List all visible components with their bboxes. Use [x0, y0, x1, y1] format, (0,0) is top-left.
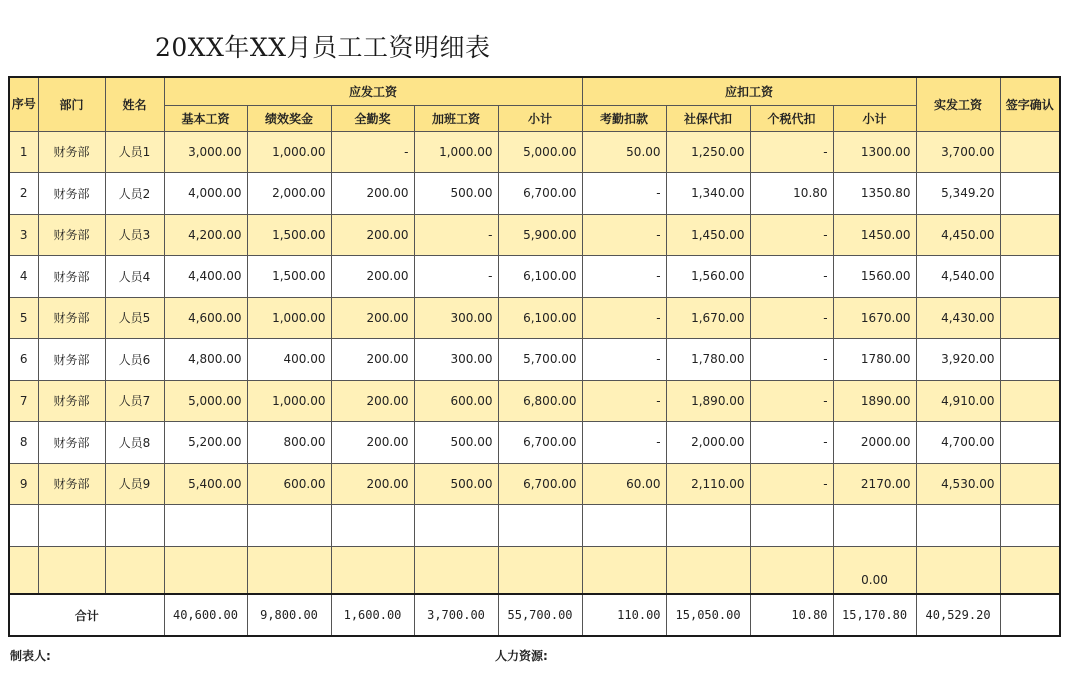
cell-pay-subtotal: 6,700.00 — [498, 173, 582, 215]
cell-overtime: 300.00 — [414, 297, 498, 339]
cell-base: 5,000.00 — [164, 380, 247, 422]
cell-seq: 6 — [9, 339, 38, 381]
cell-attend — [331, 505, 414, 547]
totals-row — [9, 594, 1060, 636]
cell-overtime: 500.00 — [414, 463, 498, 505]
total-overtime: 3,700.00 — [414, 594, 498, 636]
cell-base: 4,200.00 — [164, 214, 247, 256]
cell-net: 4,530.00 — [916, 463, 1000, 505]
cell-sign[interactable] — [1000, 546, 1060, 594]
cell-net: 5,349.20 — [916, 173, 1000, 215]
cell-bonus: 1,500.00 — [247, 256, 331, 298]
cell-sign[interactable] — [1000, 256, 1060, 298]
table-row — [9, 214, 1060, 256]
cell-dept: 财务部 — [38, 380, 105, 422]
header-seq: 序号 — [9, 77, 38, 131]
cell-name — [105, 505, 164, 547]
cell-pay-subtotal: 5,700.00 — [498, 339, 582, 381]
cell-attend: 200.00 — [331, 214, 414, 256]
cell-net: 4,450.00 — [916, 214, 1000, 256]
preparer-label: 制表人: — [10, 649, 51, 663]
cell-dept: 财务部 — [38, 422, 105, 464]
cell-bonus: 1,000.00 — [247, 297, 331, 339]
cell-pay-subtotal: 5,000.00 — [498, 131, 582, 173]
cell-seq: 4 — [9, 256, 38, 298]
cell-deduct-subtotal: 0.00 — [833, 546, 916, 594]
cell-sign[interactable] — [1000, 463, 1060, 505]
total-sign — [1000, 594, 1060, 636]
total-base: 40,600.00 — [164, 594, 247, 636]
cell-social — [666, 546, 750, 594]
hr-label: 人力资源: — [495, 649, 548, 663]
cell-tax: - — [750, 463, 833, 505]
cell-sign[interactable] — [1000, 173, 1060, 215]
cell-net: 4,540.00 — [916, 256, 1000, 298]
cell-attend: 200.00 — [331, 173, 414, 215]
cell-name: 人员9 — [105, 463, 164, 505]
cell-attend-deduct: - — [582, 380, 666, 422]
cell-base: 3,000.00 — [164, 131, 247, 173]
total-attend: 1,600.00 — [331, 594, 414, 636]
cell-overtime: - — [414, 214, 498, 256]
cell-deduct-subtotal: 2170.00 — [833, 463, 916, 505]
cell-deduct-subtotal: 2000.00 — [833, 422, 916, 464]
cell-sign[interactable] — [1000, 422, 1060, 464]
cell-net: 3,920.00 — [916, 339, 1000, 381]
table-row — [9, 422, 1060, 464]
cell-name: 人员1 — [105, 131, 164, 173]
cell-dept: 财务部 — [38, 131, 105, 173]
cell-social: 1,780.00 — [666, 339, 750, 381]
cell-base: 4,800.00 — [164, 339, 247, 381]
cell-attend: 200.00 — [331, 422, 414, 464]
cell-net — [916, 546, 1000, 594]
cell-bonus: 400.00 — [247, 339, 331, 381]
cell-attend: 200.00 — [331, 297, 414, 339]
cell-deduct-subtotal: 1350.80 — [833, 173, 916, 215]
cell-deduct-subtotal — [833, 505, 916, 547]
cell-seq: 9 — [9, 463, 38, 505]
header-social: 社保代扣 — [666, 105, 750, 131]
cell-attend-deduct: - — [582, 297, 666, 339]
cell-name: 人员2 — [105, 173, 164, 215]
cell-deduct-subtotal: 1890.00 — [833, 380, 916, 422]
cell-tax: - — [750, 380, 833, 422]
table-header — [9, 77, 1060, 131]
salary-table — [8, 76, 1061, 637]
cell-name — [105, 546, 164, 594]
cell-attend-deduct: - — [582, 422, 666, 464]
cell-bonus: 1,500.00 — [247, 214, 331, 256]
header-sign: 签字确认 — [1000, 77, 1060, 131]
cell-overtime: - — [414, 256, 498, 298]
cell-sign[interactable] — [1000, 297, 1060, 339]
cell-sign[interactable] — [1000, 505, 1060, 547]
cell-deduct-subtotal: 1780.00 — [833, 339, 916, 381]
cell-seq: 2 — [9, 173, 38, 215]
cell-seq: 3 — [9, 214, 38, 256]
cell-attend-deduct: 60.00 — [582, 463, 666, 505]
cell-dept: 财务部 — [38, 339, 105, 381]
cell-bonus: 600.00 — [247, 463, 331, 505]
cell-name: 人员7 — [105, 380, 164, 422]
header-pay-subtotal: 小计 — [498, 105, 582, 131]
cell-net — [916, 505, 1000, 547]
cell-attend: 200.00 — [331, 339, 414, 381]
header-dept: 部门 — [38, 77, 105, 131]
cell-overtime: 500.00 — [414, 422, 498, 464]
table-row — [9, 297, 1060, 339]
cell-pay-subtotal: 6,700.00 — [498, 422, 582, 464]
cell-social: 1,670.00 — [666, 297, 750, 339]
cell-attend-deduct — [582, 546, 666, 594]
table-row — [9, 546, 1060, 594]
cell-bonus: 2,000.00 — [247, 173, 331, 215]
table-row — [9, 380, 1060, 422]
cell-base: 5,200.00 — [164, 422, 247, 464]
cell-name: 人员4 — [105, 256, 164, 298]
cell-social: 2,000.00 — [666, 422, 750, 464]
cell-tax: - — [750, 131, 833, 173]
cell-dept — [38, 505, 105, 547]
cell-pay-subtotal — [498, 546, 582, 594]
cell-pay-subtotal — [498, 505, 582, 547]
header-name: 姓名 — [105, 77, 164, 131]
cell-pay-subtotal: 6,100.00 — [498, 297, 582, 339]
cell-seq: 1 — [9, 131, 38, 173]
total-deduct-subtotal: 15,170.80 — [833, 594, 916, 636]
cell-seq: 7 — [9, 380, 38, 422]
cell-dept: 财务部 — [38, 256, 105, 298]
cell-name: 人员5 — [105, 297, 164, 339]
cell-overtime — [414, 505, 498, 547]
table-row — [9, 339, 1060, 381]
cell-base: 5,400.00 — [164, 463, 247, 505]
cell-seq — [9, 546, 38, 594]
cell-social — [666, 505, 750, 547]
cell-social: 1,250.00 — [666, 131, 750, 173]
cell-social: 1,560.00 — [666, 256, 750, 298]
cell-social: 2,110.00 — [666, 463, 750, 505]
cell-base — [164, 505, 247, 547]
cell-pay-subtotal: 6,800.00 — [498, 380, 582, 422]
cell-overtime — [414, 546, 498, 594]
cell-sign[interactable] — [1000, 380, 1060, 422]
cell-seq: 5 — [9, 297, 38, 339]
table-body — [9, 131, 1060, 594]
cell-tax: - — [750, 339, 833, 381]
cell-sign[interactable] — [1000, 214, 1060, 256]
cell-deduct-subtotal: 1560.00 — [833, 256, 916, 298]
cell-tax: - — [750, 214, 833, 256]
total-attend-deduct: 110.00 — [582, 594, 666, 636]
cell-dept: 财务部 — [38, 214, 105, 256]
header-overtime: 加班工资 — [414, 105, 498, 131]
cell-bonus: 1,000.00 — [247, 380, 331, 422]
cell-sign[interactable] — [1000, 131, 1060, 173]
cell-deduct-subtotal: 1450.00 — [833, 214, 916, 256]
cell-name: 人员6 — [105, 339, 164, 381]
cell-bonus — [247, 505, 331, 547]
cell-net: 4,700.00 — [916, 422, 1000, 464]
header-net: 实发工资 — [916, 77, 1000, 131]
table-row — [9, 463, 1060, 505]
cell-pay-subtotal: 5,900.00 — [498, 214, 582, 256]
cell-tax — [750, 546, 833, 594]
total-bonus: 9,800.00 — [247, 594, 331, 636]
cell-attend: 200.00 — [331, 380, 414, 422]
cell-overtime: 500.00 — [414, 173, 498, 215]
cell-tax: 10.80 — [750, 173, 833, 215]
cell-overtime: 300.00 — [414, 339, 498, 381]
cell-tax: - — [750, 256, 833, 298]
cell-base: 4,600.00 — [164, 297, 247, 339]
table-row — [9, 131, 1060, 173]
cell-name: 人员8 — [105, 422, 164, 464]
cell-dept: 财务部 — [38, 297, 105, 339]
cell-dept: 财务部 — [38, 173, 105, 215]
total-social: 15,050.00 — [666, 594, 750, 636]
cell-seq — [9, 505, 38, 547]
total-net: 40,529.20 — [916, 594, 1000, 636]
totals-label: 合计 — [9, 594, 164, 636]
cell-social: 1,450.00 — [666, 214, 750, 256]
cell-dept — [38, 546, 105, 594]
cell-social: 1,890.00 — [666, 380, 750, 422]
header-deduct-subtotal: 小计 — [833, 105, 916, 131]
header-attend: 全勤奖 — [331, 105, 414, 131]
cell-deduct-subtotal: 1670.00 — [833, 297, 916, 339]
cell-tax — [750, 505, 833, 547]
cell-deduct-subtotal: 1300.00 — [833, 131, 916, 173]
cell-sign[interactable] — [1000, 339, 1060, 381]
cell-attend-deduct: 50.00 — [582, 131, 666, 173]
total-tax: 10.80 — [750, 594, 833, 636]
cell-bonus — [247, 546, 331, 594]
cell-bonus: 1,000.00 — [247, 131, 331, 173]
cell-base: 4,000.00 — [164, 173, 247, 215]
cell-base — [164, 546, 247, 594]
cell-overtime: 1,000.00 — [414, 131, 498, 173]
header-payable-group: 应发工资 — [164, 77, 582, 105]
cell-attend: 200.00 — [331, 463, 414, 505]
cell-bonus: 800.00 — [247, 422, 331, 464]
page-title: 20XX年XX月员工工资明细表 — [155, 33, 491, 62]
table-row — [9, 173, 1060, 215]
cell-pay-subtotal: 6,700.00 — [498, 463, 582, 505]
header-base: 基本工资 — [164, 105, 247, 131]
cell-seq: 8 — [9, 422, 38, 464]
total-pay-subtotal: 55,700.00 — [498, 594, 582, 636]
cell-attend-deduct: - — [582, 256, 666, 298]
cell-net: 3,700.00 — [916, 131, 1000, 173]
cell-name: 人员3 — [105, 214, 164, 256]
header-deduct-group: 应扣工资 — [582, 77, 916, 105]
cell-attend-deduct — [582, 505, 666, 547]
table-row — [9, 505, 1060, 547]
cell-dept: 财务部 — [38, 463, 105, 505]
cell-net: 4,430.00 — [916, 297, 1000, 339]
header-tax: 个税代扣 — [750, 105, 833, 131]
cell-tax: - — [750, 422, 833, 464]
cell-overtime: 600.00 — [414, 380, 498, 422]
cell-tax: - — [750, 297, 833, 339]
cell-pay-subtotal: 6,100.00 — [498, 256, 582, 298]
cell-attend-deduct: - — [582, 173, 666, 215]
table-row — [9, 256, 1060, 298]
cell-attend: 200.00 — [331, 256, 414, 298]
header-attend-deduct: 考勤扣款 — [582, 105, 666, 131]
cell-attend-deduct: - — [582, 339, 666, 381]
cell-attend: - — [331, 131, 414, 173]
cell-net: 4,910.00 — [916, 380, 1000, 422]
cell-base: 4,400.00 — [164, 256, 247, 298]
cell-attend-deduct: - — [582, 214, 666, 256]
header-bonus: 绩效奖金 — [247, 105, 331, 131]
cell-social: 1,340.00 — [666, 173, 750, 215]
cell-attend — [331, 546, 414, 594]
